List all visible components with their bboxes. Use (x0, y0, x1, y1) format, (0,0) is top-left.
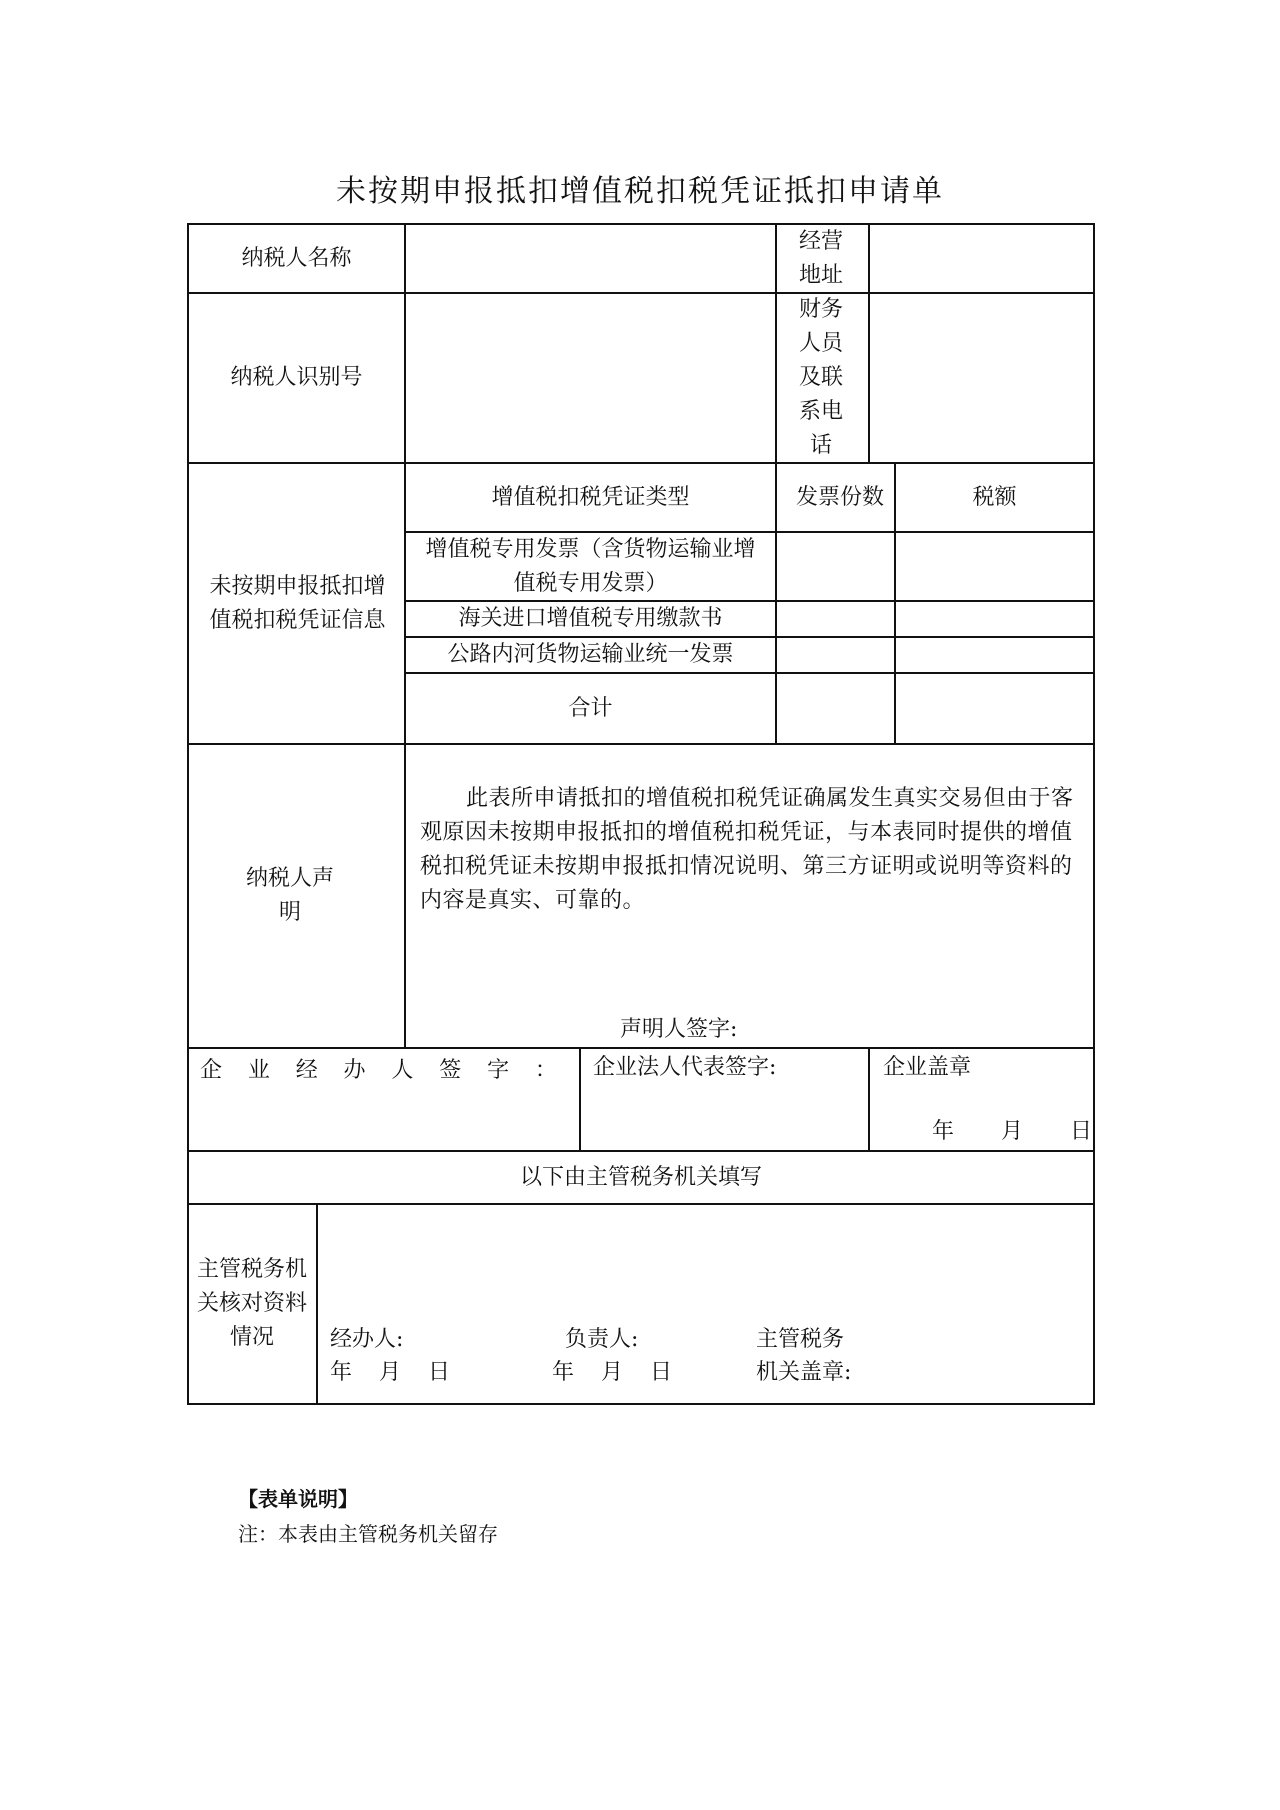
authority-banner: 以下由主管税务机关填写 (519, 1164, 762, 1190)
finance-contact-field[interactable] (870, 294, 1093, 462)
authority-supervisor-label: 负责人: (565, 1327, 639, 1352)
total-label: 合计 (568, 695, 613, 721)
business-address-field[interactable] (870, 225, 1093, 292)
authority-handler-date: 年 月 日 (330, 1360, 460, 1385)
authority-handler-label: 经办人: (330, 1327, 404, 1352)
declaration-label: 纳税人声明 (245, 866, 334, 925)
authority-seal-label-2: 机关盖章: (756, 1360, 852, 1385)
invoice-count-field[interactable] (777, 638, 894, 672)
invoice-count-field[interactable] (777, 602, 894, 636)
tax-amount-field[interactable] (896, 602, 1093, 636)
form-notes-text: 注：本表由主管税务机关留存 (238, 1522, 498, 1546)
total-count-field[interactable] (777, 674, 894, 743)
finance-contact-label: 财务人员及联系电话 (798, 297, 843, 458)
voucher-type-row: 增值税专用发票（含货物运输业增值税专用发票） (425, 536, 756, 596)
total-amount-field[interactable] (896, 674, 1093, 743)
invoice-count-header: 发票份数 (795, 484, 884, 510)
legal-rep-signature-label: 企业法人代表签字: (593, 1055, 777, 1080)
authority-check-label: 主管税务机关核对资料情况 (196, 1257, 307, 1350)
declarant-signature-label: 声明人签字: (620, 1017, 738, 1042)
taxpayer-name-label: 纳税人名称 (241, 245, 352, 271)
invoice-count-field[interactable] (777, 533, 894, 600)
tax-amount-header: 税额 (972, 484, 1017, 510)
authority-supervisor-date: 年 月 日 (552, 1360, 682, 1385)
page-title: 未按期申报抵扣增值税扣税凭证抵扣申请单 (336, 174, 944, 209)
taxpayer-id-label: 纳税人识别号 (230, 365, 363, 390)
voucher-type-header: 增值税扣税凭证类型 (491, 484, 690, 510)
authority-seal-label-1: 主管税务 (756, 1327, 845, 1352)
voucher-info-label: 未按期申报抵扣增值税扣税凭证信息 (209, 573, 386, 633)
tax-amount-field[interactable] (896, 638, 1093, 672)
handler-signature-label: 企 业 经 办 人 签 字 ： (200, 1058, 557, 1083)
business-address-label: 经营地址 (798, 228, 843, 288)
company-seal-label: 企业盖章 (883, 1055, 972, 1080)
taxpayer-id-field[interactable] (406, 294, 775, 462)
voucher-type-row: 海关进口增值税专用缴款书 (458, 606, 723, 631)
form-notes-title: 【表单说明】 (238, 1487, 358, 1511)
seal-date: 年 月 日 (932, 1119, 1112, 1144)
tax-amount-field[interactable] (896, 533, 1093, 600)
declaration-text: 此表所申请抵扣的增值税扣税凭证确属发生真实交易但由于客观原因未按期申报抵扣的增值税扣税凭证，与本表同时提供的增值税扣税凭证未按期申报抵扣情况说明、第三方证明或说明等资料的内容是真实、可靠的。 (420, 786, 1074, 913)
taxpayer-name-field[interactable] (406, 225, 775, 292)
voucher-type-row: 公路内河货物运输业统一发票 (447, 642, 734, 667)
